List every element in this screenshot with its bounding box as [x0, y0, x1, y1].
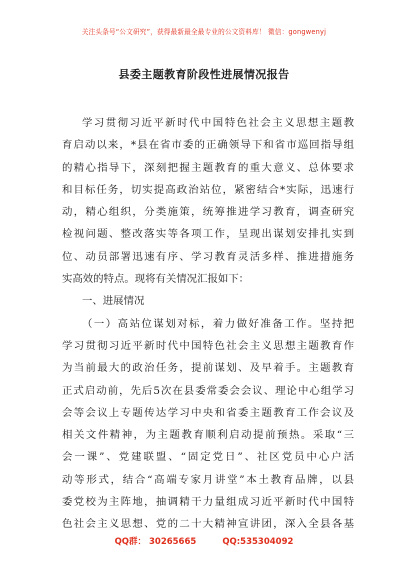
paragraph-2-line: 色社会主义思想、党的二十大精神宣讲团，深入全县各基 [62, 518, 354, 531]
paragraph-1-line: 位、动员部署迅速有序、学习教育灵活多样、推进措施务 [62, 250, 354, 263]
paragraph-2-line: 委党校为主阵地，抽调精干力量组成习近平新时代中国特 [62, 496, 354, 509]
paragraph-2-line: 动等形式，结合“高端专家月讲堂”本土教育品牌，以县 [62, 473, 354, 486]
paragraph-2-line: 会等会议上专题传达学习中央和省委主题教育工作会议及 [62, 406, 354, 419]
paragraph-1-line: 实高效的特点。现将有关情况汇报如下： [62, 273, 250, 286]
paragraph-1-line: 动，精心组织，分类施策，统筹推进学习教育，调查研究 [62, 206, 354, 219]
paragraph-2-line: 正式启动前，先后5次在县委常委会会议、理论中心组学习 [62, 384, 354, 397]
paragraph-1-line: 和目标任务，切实提高政治站位，紧密结合*实际，迅速行 [62, 183, 354, 196]
section-heading: 一、进展情况 [82, 295, 145, 308]
paragraph-2-line: 为当前最大的政治任务，提前谋划、及早着手。主题教育 [62, 362, 354, 375]
document-title: 县委主题教育阶段性进展情况报告 [118, 68, 290, 81]
paragraph-2-line: 学习贯彻习近平新时代中国特色社会主义思想主题教育作 [62, 339, 354, 352]
footer-contact [0, 535, 408, 547]
promo-banner: 关注头条号“公文研究”，获得最新最全最专业的公文资料库！ 微信：gongwenyj [81, 28, 327, 36]
paragraph-2-line: 会一课”、党建联盟、“固定党日”、社区党员中心户活 [62, 451, 354, 464]
paragraph-2-line: （一）高站位谋划对标，着力做好准备工作。坚持把 [82, 317, 354, 330]
paragraph-2-line: 相关文件精神，为主题教育顺利启动提前预热。采取“三 [62, 429, 354, 442]
footer-qq-number: QQ:535304092 [222, 537, 294, 547]
paragraph-1-line: 育启动以来，*县在省市委的正确领导下和省市巡回指导组 [62, 139, 354, 152]
paragraph-1-line: 的精心指导下，深刻把握主题教育的重大意义、总体要求 [62, 161, 354, 174]
document-body [62, 112, 354, 536]
paragraph-1-line: 学习贯彻习近平新时代中国特色社会主义思想主题教 [82, 117, 354, 129]
paragraph-1-line: 检视问题、整改落实等各项工作，呈现出谋划安排扎实到 [62, 228, 354, 241]
footer-qq-group: QQ群： 30265665 [114, 537, 197, 547]
